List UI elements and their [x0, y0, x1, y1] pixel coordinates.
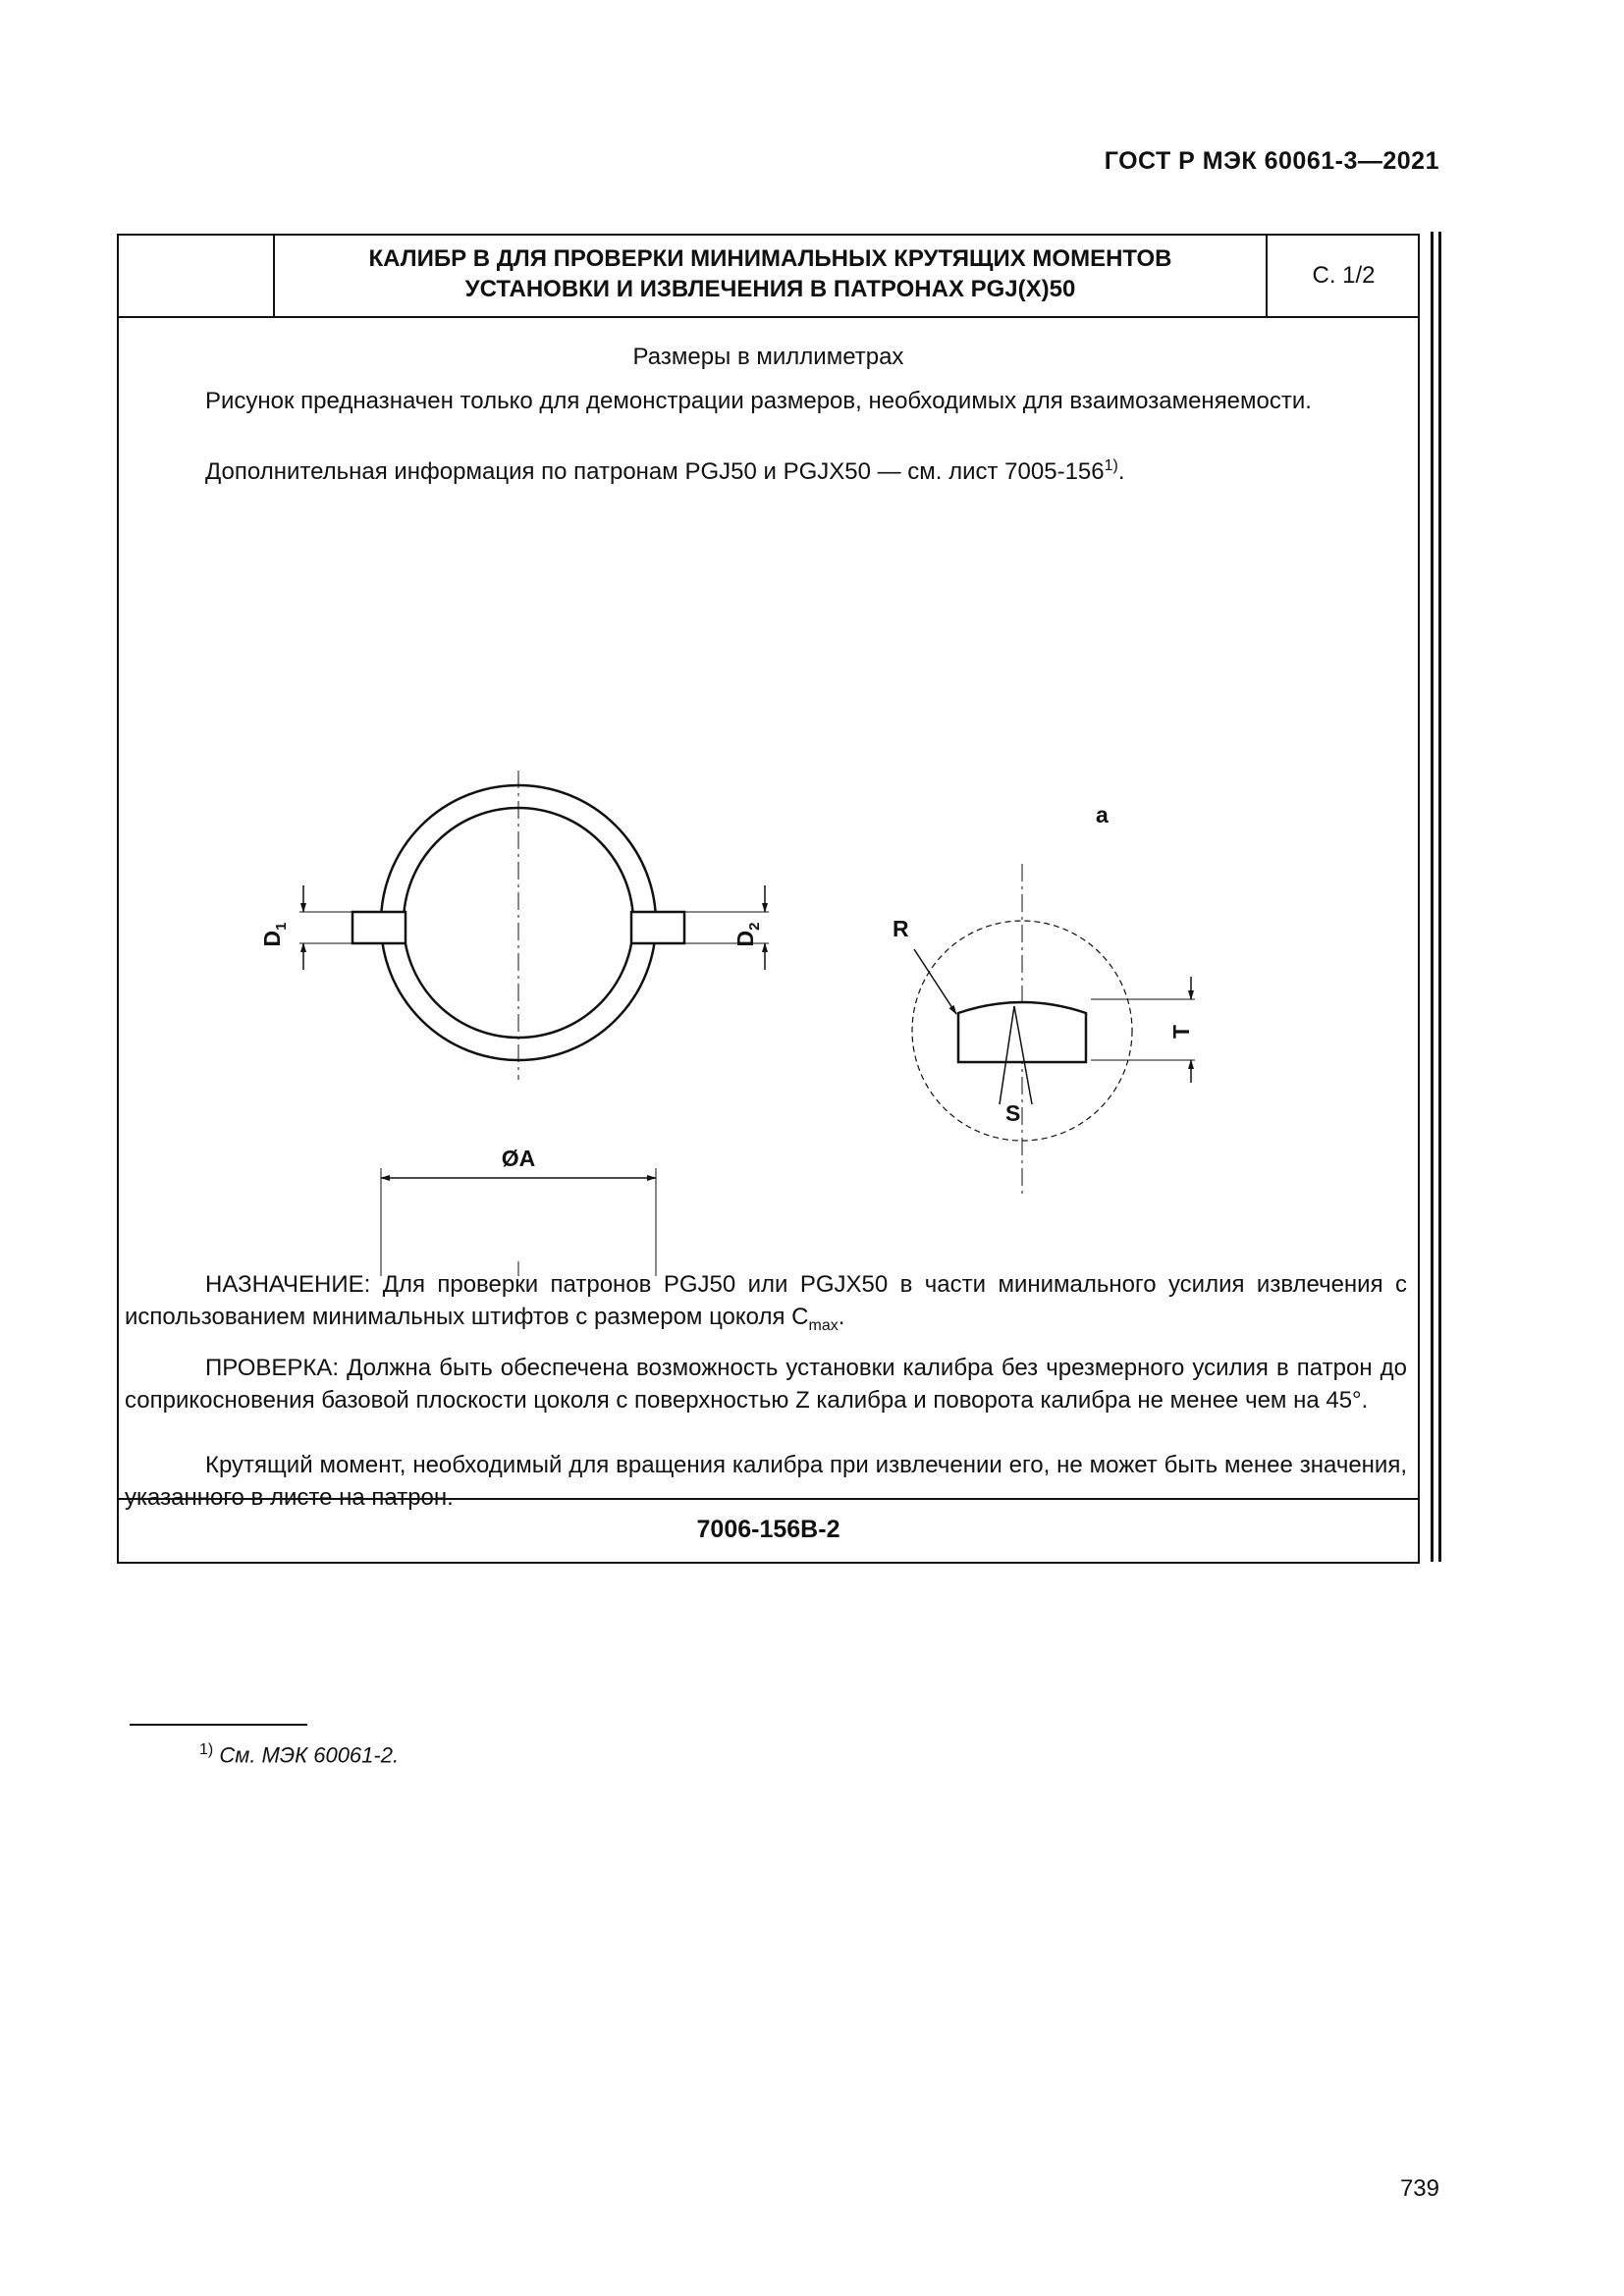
top-view — [299, 771, 769, 1080]
footnote-rule — [130, 1724, 307, 1726]
sheet-code: 7006-156B-2 — [696, 1516, 840, 1543]
purpose-text: НАЗНАЧЕНИЕ: Для проверки патронов PGJ50 или PGJX50 в части минимального усилия извлечения с использованием минимальных штифтов с размером цоколя C — [125, 1271, 1407, 1330]
footnote-mark: 1) — [199, 1741, 214, 1758]
purpose-subscript: max — [808, 1316, 839, 1334]
intro-paragraph: Рисунок предназначен только для демонстрации размеров, необходимых для взаимозаменяемости. — [205, 388, 1312, 414]
pin-right — [631, 912, 684, 943]
margin-rule — [1431, 232, 1434, 1562]
sheet-title-line: УСТАНОВКИ И ИЗВЛЕЧЕНИЯ В ПАТРОНАХ PGJ(X)50 — [464, 276, 1076, 302]
label-d1: $D_1$ — [259, 922, 290, 947]
units-note: Размеры в миллиметрах — [632, 344, 904, 370]
label-diameter-a: ØA — [501, 1146, 536, 1171]
sheet-frame — [117, 234, 1420, 1564]
intro-paragraph — [125, 450, 1407, 488]
sheet-title — [275, 243, 1266, 304]
title-empty-cell — [119, 236, 275, 316]
footnote-ref: 1) — [1104, 457, 1118, 474]
standard-header: ГОСТ Р МЭК 60061-3—2021 — [1104, 147, 1439, 175]
purpose-end: . — [838, 1304, 845, 1330]
front-view — [288, 1168, 796, 1276]
technical-drawing — [119, 530, 1418, 1276]
label-a: a — [1096, 802, 1109, 828]
label-s: S — [1005, 1100, 1021, 1126]
margin-rule — [1438, 232, 1441, 1562]
intro-text: Дополнительная информация по патронам PGJ50 и PGJX50 — см. лист 7005-156 — [205, 458, 1105, 485]
footnote-text: См. МЭК 60061-2. — [219, 1742, 400, 1768]
detail-view — [912, 864, 1195, 1198]
title-row — [119, 236, 1418, 318]
sheet-number-cell — [1266, 236, 1420, 316]
sheet-title-line: КАЛИБР В ДЛЯ ПРОВЕРКИ МИНИМАЛЬНЫХ КРУТЯЩИХ МОМЕНТОВ — [368, 245, 1172, 272]
label-d2: $D_2$ — [732, 922, 763, 947]
torque-paragraph: Крутящий момент, необходимый для вращения калибра при извлечении его, не может быть менее значения, указанного в листе на патрон. — [125, 1452, 1407, 1511]
purpose-paragraph — [125, 1268, 1407, 1342]
label-r: R — [893, 916, 909, 941]
sheet-number: С. 1/2 — [1312, 262, 1376, 289]
label-t: T — [1168, 1024, 1194, 1040]
pin-left — [352, 912, 406, 943]
check-paragraph: ПРОВЕРКА: Должна быть обеспечена возможность установки калибра без чрезмерного усилия в патрон до соприкосновения базовой плоскости цоколя с поверхностью Z калибра и поворота калибра не менее чем на 45°. — [125, 1355, 1407, 1414]
footnote — [199, 1741, 399, 1768]
intro-end: . — [1117, 458, 1125, 485]
sheet-code-row — [119, 1498, 1418, 1564]
page-number: 739 — [1399, 2175, 1439, 2202]
